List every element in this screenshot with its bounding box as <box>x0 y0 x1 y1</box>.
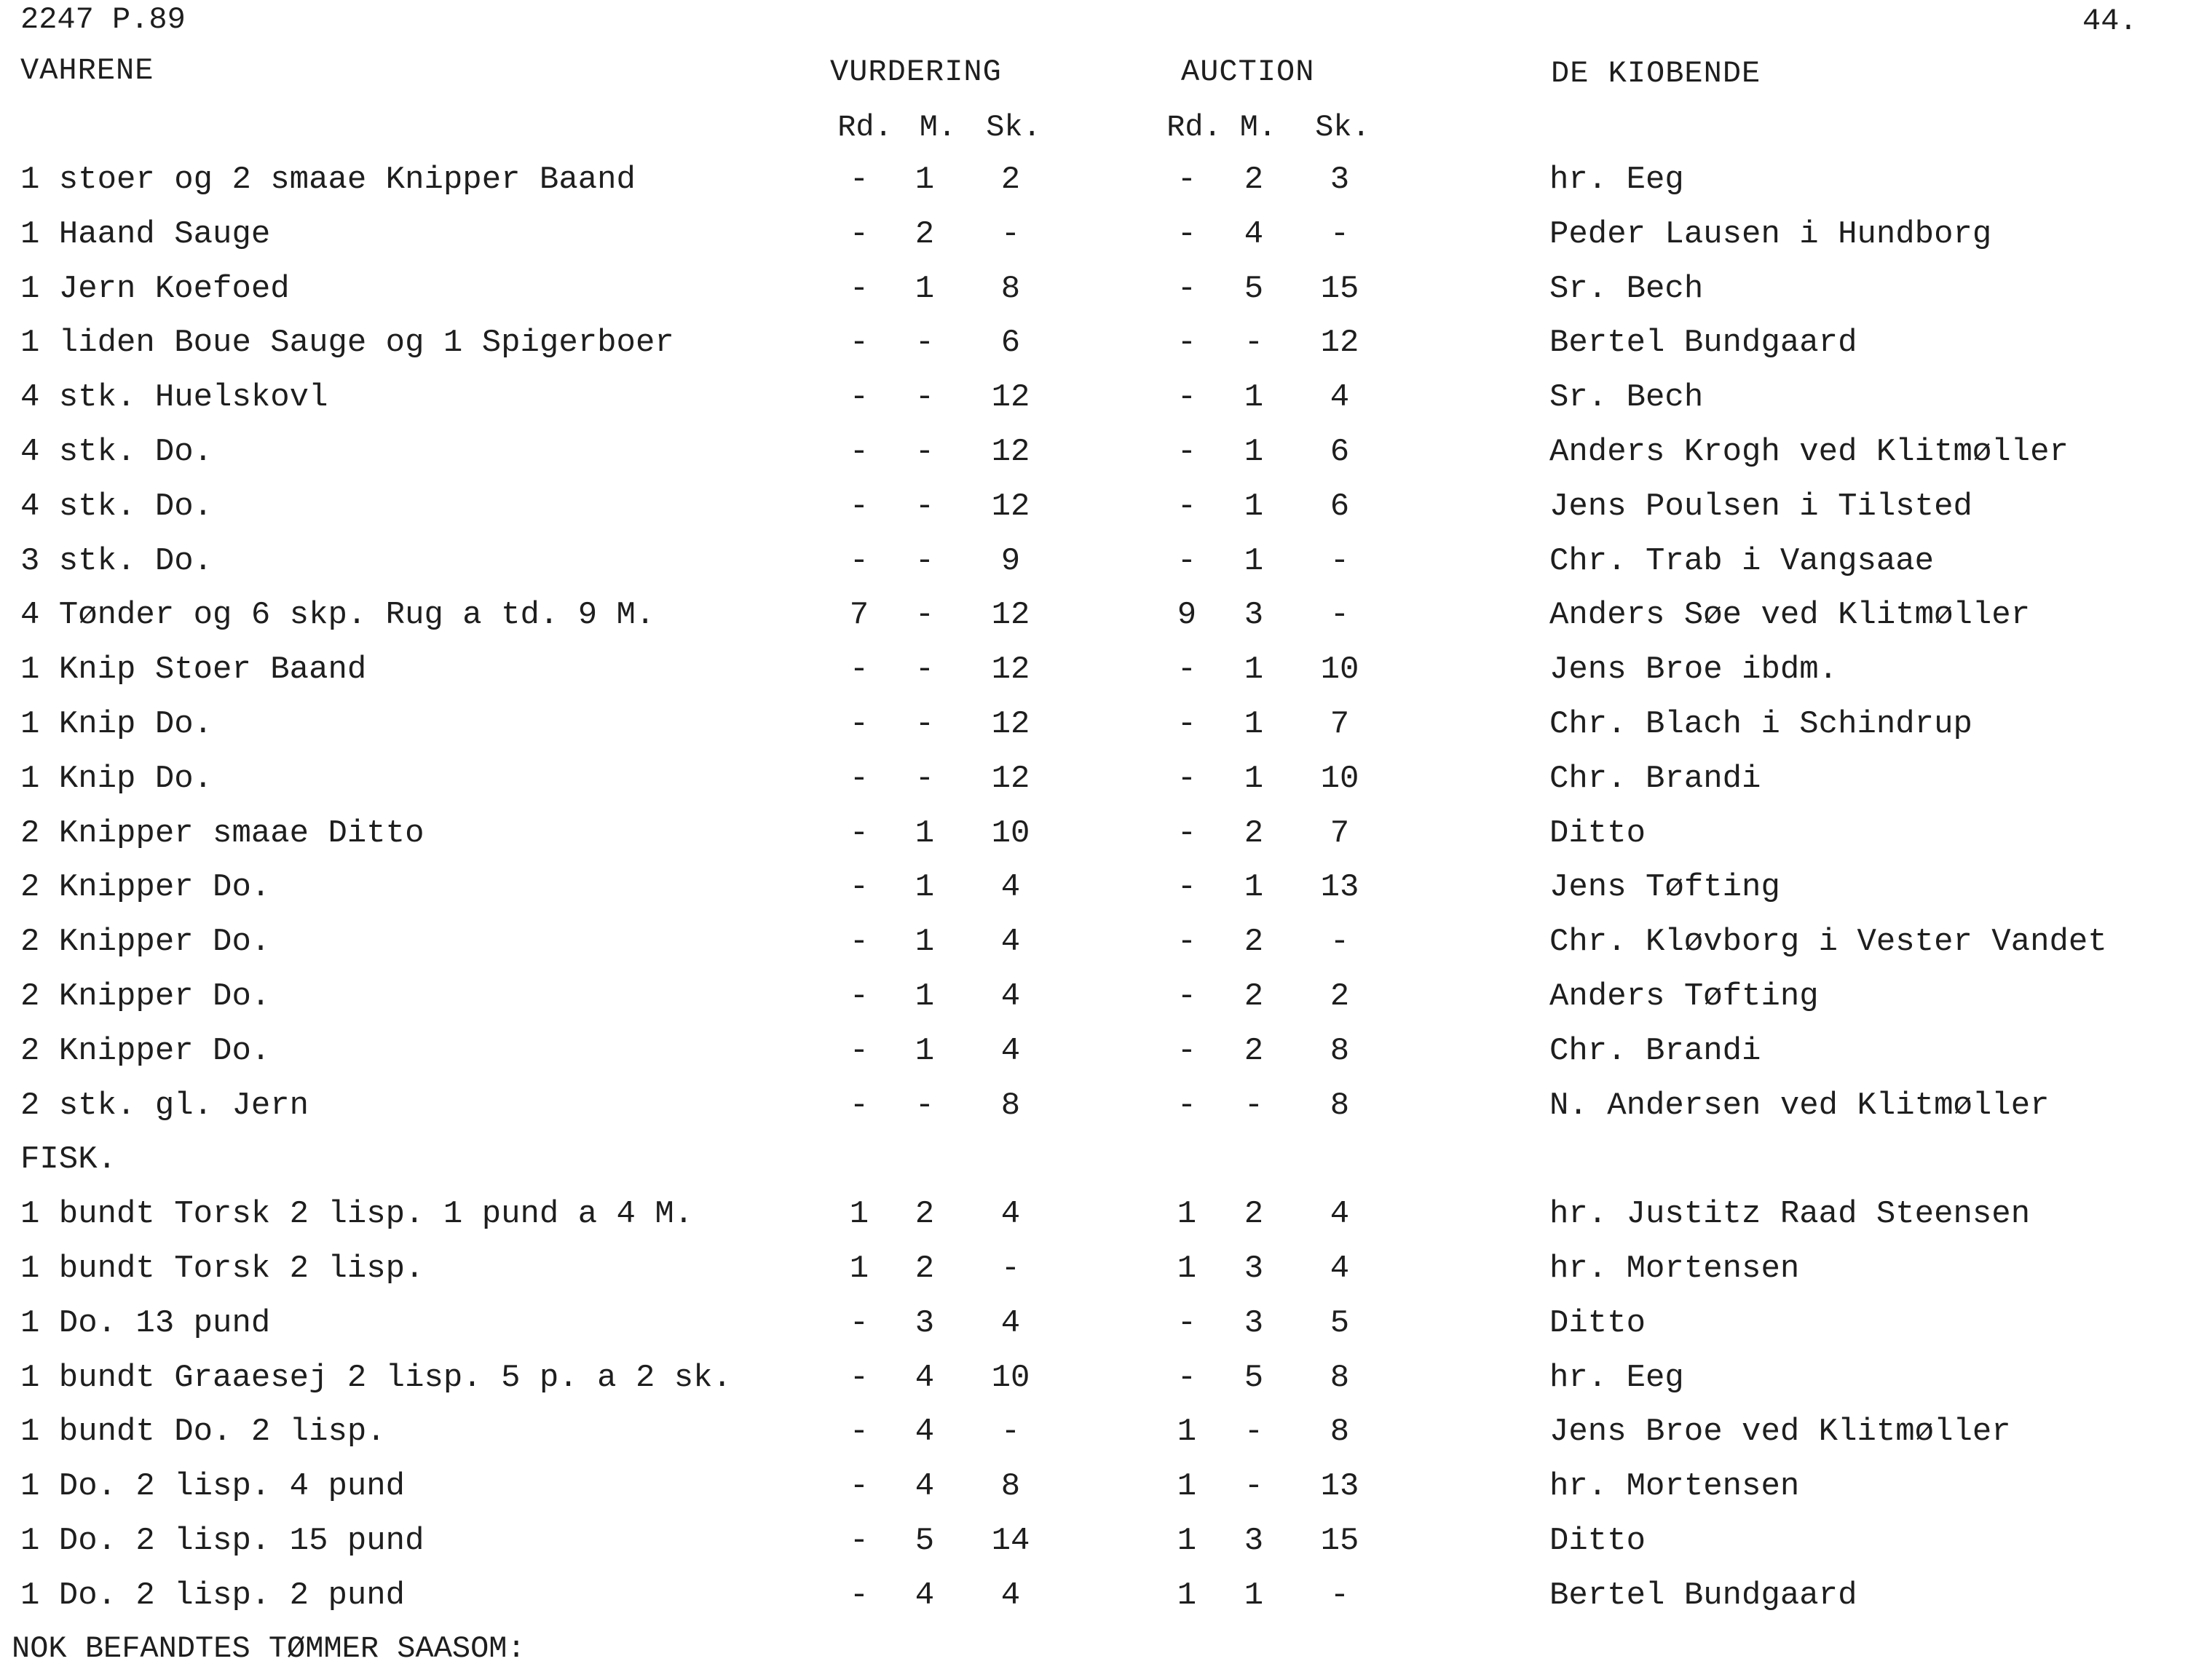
valuation-m-cell: 4 <box>915 1414 935 1450</box>
auction-sk-cell: 7 <box>1330 706 1350 742</box>
auction-sk-cell: - <box>1330 924 1350 960</box>
goods-cell: 1 Knip Do. <box>20 761 213 797</box>
valuation-rd-cell: - <box>849 761 869 797</box>
valuation-sk-cell: - <box>1000 216 1021 253</box>
auction-rd-cell: - <box>1177 815 1197 852</box>
auction-m-cell: 1 <box>1244 488 1264 525</box>
goods-cell: 1 bundt Torsk 2 lisp. 1 pund a 4 M. <box>20 1196 694 1232</box>
auction-sk-cell: 8 <box>1330 1033 1350 1069</box>
auction-sk-cell: 8 <box>1330 1360 1350 1396</box>
valuation-sk-cell: 4 <box>1000 1577 1021 1614</box>
auction-rd-cell: - <box>1177 706 1197 742</box>
valuation-sk-cell: 6 <box>1000 325 1021 361</box>
valuation-rd-cell: - <box>849 434 869 470</box>
valuation-rd-cell: 1 <box>849 1251 869 1287</box>
goods-cell: 1 Do. 2 lisp. 15 pund <box>20 1523 424 1559</box>
goods-cell: 3 stk. Do. <box>20 543 213 579</box>
valuation-sk-cell: 12 <box>991 434 1030 470</box>
valuation-sk-cell: 12 <box>991 706 1030 742</box>
valuation-m-cell: - <box>915 1087 935 1124</box>
valuation-m-cell: 2 <box>915 1251 935 1287</box>
auction-rd-cell: - <box>1177 869 1197 906</box>
auction-rd-cell: 1 <box>1177 1414 1197 1450</box>
auction-sk-cell: - <box>1330 597 1350 633</box>
buyer-cell: Chr. Brandi <box>1549 1033 1761 1069</box>
valuation-sk-cell: 4 <box>1000 869 1021 906</box>
valuation-rd-cell: - <box>849 1414 869 1450</box>
auction-sk-cell: 10 <box>1320 761 1359 797</box>
unit-m-valuation: M. <box>919 110 957 145</box>
valuation-rd-cell: - <box>849 1360 869 1396</box>
auction-m-cell: 1 <box>1244 434 1264 470</box>
auction-sk-cell: 4 <box>1330 1251 1350 1287</box>
goods-cell: 2 Knipper Do. <box>20 1033 271 1069</box>
valuation-rd-cell: - <box>849 1305 869 1342</box>
auction-m-cell: 3 <box>1244 1305 1264 1342</box>
auction-sk-cell: 3 <box>1330 162 1350 198</box>
auction-sk-cell: 6 <box>1330 488 1350 525</box>
auction-m-cell: 1 <box>1244 869 1264 906</box>
auction-rd-cell: - <box>1177 1360 1197 1396</box>
auction-sk-cell: 8 <box>1330 1087 1350 1124</box>
auction-sk-cell: 6 <box>1330 434 1350 470</box>
auction-m-cell: - <box>1244 325 1264 361</box>
auction-rd-cell: 1 <box>1177 1251 1197 1287</box>
valuation-rd-cell: - <box>849 869 869 906</box>
goods-cell: 2 Knipper Do. <box>20 869 271 906</box>
auction-rd-cell: 9 <box>1177 597 1197 633</box>
buyer-cell: Sr. Bech <box>1549 271 1704 307</box>
valuation-m-cell: 4 <box>915 1577 935 1614</box>
buyer-cell: Anders Tøfting <box>1549 978 1819 1015</box>
valuation-sk-cell: - <box>1000 1414 1021 1450</box>
auction-rd-cell: 1 <box>1177 1577 1197 1614</box>
valuation-sk-cell: 4 <box>1000 978 1021 1015</box>
valuation-m-cell: 3 <box>915 1305 935 1342</box>
auction-m-cell: 1 <box>1244 379 1264 416</box>
valuation-sk-cell: 8 <box>1000 271 1021 307</box>
valuation-sk-cell: - <box>1000 1251 1021 1287</box>
valuation-sk-cell: 8 <box>1000 1087 1021 1124</box>
valuation-m-cell: - <box>915 379 935 416</box>
valuation-sk-cell: 10 <box>991 815 1030 852</box>
valuation-m-cell: 2 <box>915 216 935 253</box>
auction-m-cell: - <box>1244 1087 1264 1124</box>
goods-cell: 1 Knip Do. <box>20 706 213 742</box>
auction-sk-cell: 10 <box>1320 651 1359 688</box>
auction-sk-cell: 8 <box>1330 1414 1350 1450</box>
unit-m-auction: M. <box>1239 110 1277 145</box>
auction-m-cell: 2 <box>1244 1033 1264 1069</box>
auction-m-cell: 1 <box>1244 761 1264 797</box>
goods-cell: 1 stoer og 2 smaae Knipper Baand <box>20 162 636 198</box>
valuation-sk-cell: 12 <box>991 597 1030 633</box>
goods-cell: 1 Haand Sauge <box>20 216 271 253</box>
valuation-m-cell: - <box>915 434 935 470</box>
auction-rd-cell: - <box>1177 1087 1197 1124</box>
goods-cell: 1 Jern Koefoed <box>20 271 290 307</box>
valuation-rd-cell: - <box>849 1577 869 1614</box>
auction-rd-cell: - <box>1177 271 1197 307</box>
valuation-rd-cell: - <box>849 924 869 960</box>
auction-m-cell: 3 <box>1244 1523 1264 1559</box>
valuation-rd-cell: - <box>849 379 869 416</box>
footer-line: NOK BEFANDTES TØMMER SAASOM: <box>12 1631 526 1666</box>
valuation-rd-cell: - <box>849 1087 869 1124</box>
valuation-sk-cell: 4 <box>1000 1305 1021 1342</box>
column-header-goods: VAHRENE <box>20 53 154 88</box>
auction-rd-cell: - <box>1177 379 1197 416</box>
auction-rd-cell: - <box>1177 543 1197 579</box>
valuation-sk-cell: 14 <box>991 1523 1030 1559</box>
goods-cell: 4 Tønder og 6 skp. Rug a td. 9 M. <box>20 597 655 633</box>
auction-rd-cell: - <box>1177 434 1197 470</box>
buyer-cell: Bertel Bundgaard <box>1549 1577 1857 1614</box>
auction-sk-cell: 12 <box>1320 325 1359 361</box>
valuation-rd-cell: - <box>849 815 869 852</box>
buyer-cell: Ditto <box>1549 815 1646 852</box>
auction-m-cell: 1 <box>1244 706 1264 742</box>
auction-sk-cell: 15 <box>1320 1523 1359 1559</box>
auction-m-cell: 2 <box>1244 815 1264 852</box>
valuation-sk-cell: 9 <box>1000 543 1021 579</box>
valuation-m-cell: 1 <box>915 162 935 198</box>
auction-m-cell: 2 <box>1244 1196 1264 1232</box>
auction-sk-cell: - <box>1330 216 1350 253</box>
page-number: 44. <box>2082 4 2138 39</box>
valuation-m-cell: 1 <box>915 271 935 307</box>
auction-m-cell: 2 <box>1244 924 1264 960</box>
buyer-cell: hr. Eeg <box>1549 162 1684 198</box>
valuation-sk-cell: 4 <box>1000 1033 1021 1069</box>
buyer-cell: Ditto <box>1549 1523 1646 1559</box>
goods-cell: 4 stk. Do. <box>20 488 213 525</box>
valuation-sk-cell: 2 <box>1000 162 1021 198</box>
buyer-cell: Anders Søe ved Klitmøller <box>1549 597 2031 633</box>
goods-cell: 1 bundt Graaesej 2 lisp. 5 p. a 2 sk. <box>20 1360 732 1396</box>
auction-rd-cell: 1 <box>1177 1196 1197 1232</box>
unit-sk-valuation: Sk. <box>986 110 1041 145</box>
auction-m-cell: 2 <box>1244 162 1264 198</box>
valuation-sk-cell: 4 <box>1000 924 1021 960</box>
buyer-cell: Jens Poulsen i Tilsted <box>1549 488 1972 525</box>
auction-rd-cell: - <box>1177 216 1197 253</box>
valuation-rd-cell: - <box>849 1033 869 1069</box>
auction-sk-cell: 15 <box>1320 271 1359 307</box>
auction-sk-cell: 4 <box>1330 1196 1350 1232</box>
valuation-m-cell: 4 <box>915 1360 935 1396</box>
valuation-sk-cell: 12 <box>991 488 1030 525</box>
column-header-valuation: VURDERING <box>830 55 1002 90</box>
valuation-m-cell: - <box>915 706 935 742</box>
auction-rd-cell: - <box>1177 1305 1197 1342</box>
buyer-cell: Anders Krogh ved Klitmøller <box>1549 434 2069 470</box>
valuation-m-cell: 5 <box>915 1523 935 1559</box>
valuation-sk-cell: 12 <box>991 379 1030 416</box>
valuation-m-cell: 1 <box>915 815 935 852</box>
auction-sk-cell: 2 <box>1330 978 1350 1015</box>
valuation-rd-cell: - <box>849 488 869 525</box>
valuation-rd-cell: 1 <box>849 1196 869 1232</box>
valuation-m-cell: 1 <box>915 978 935 1015</box>
column-header-buyers: DE KIOBENDE <box>1551 56 1761 91</box>
goods-cell: 1 liden Boue Sauge og 1 Spigerboer <box>20 325 674 361</box>
auction-m-cell: 3 <box>1244 1251 1264 1287</box>
auction-sk-cell: - <box>1330 1577 1350 1614</box>
valuation-sk-cell: 8 <box>1000 1468 1021 1505</box>
buyer-cell: Jens Broe ved Klitmøller <box>1549 1414 2011 1450</box>
valuation-m-cell: - <box>915 651 935 688</box>
auction-rd-cell: - <box>1177 924 1197 960</box>
document-reference: 2247 P.89 <box>20 2 186 37</box>
buyer-cell: hr. Justitz Raad Steensen <box>1549 1196 2031 1232</box>
auction-sk-cell: - <box>1330 543 1350 579</box>
valuation-sk-cell: 4 <box>1000 1196 1021 1232</box>
auction-rd-cell: 1 <box>1177 1523 1197 1559</box>
auction-m-cell: 1 <box>1244 1577 1264 1614</box>
buyer-cell: Chr. Trab i Vangsaae <box>1549 543 1935 579</box>
auction-rd-cell: - <box>1177 1033 1197 1069</box>
auction-m-cell: 3 <box>1244 597 1264 633</box>
buyer-cell: Sr. Bech <box>1549 379 1704 416</box>
goods-cell: 2 Knipper Do. <box>20 924 271 960</box>
valuation-rd-cell: - <box>849 162 869 198</box>
column-header-auction: AUCTION <box>1181 55 1315 90</box>
auction-m-cell: 2 <box>1244 978 1264 1015</box>
auction-m-cell: 5 <box>1244 271 1264 307</box>
valuation-rd-cell: - <box>849 543 869 579</box>
auction-rd-cell: - <box>1177 162 1197 198</box>
auction-sk-cell: 7 <box>1330 815 1350 852</box>
buyer-cell: hr. Mortensen <box>1549 1468 1800 1505</box>
goods-cell: 1 Do. 2 lisp. 4 pund <box>20 1468 406 1505</box>
goods-cell: 1 Knip Stoer Baand <box>20 651 367 688</box>
valuation-rd-cell: - <box>849 1468 869 1505</box>
auction-m-cell: 1 <box>1244 543 1264 579</box>
valuation-m-cell: 1 <box>915 924 935 960</box>
buyer-cell: Jens Tøfting <box>1549 869 1780 906</box>
buyer-cell: Bertel Bundgaard <box>1549 325 1857 361</box>
auction-m-cell: - <box>1244 1414 1264 1450</box>
buyer-cell: hr. Eeg <box>1549 1360 1684 1396</box>
goods-cell: 1 Do. 2 lisp. 2 pund <box>20 1577 406 1614</box>
goods-cell: 2 Knipper smaae Ditto <box>20 815 424 852</box>
goods-cell: 1 bundt Do. 2 lisp. <box>20 1414 386 1450</box>
auction-m-cell: 4 <box>1244 216 1264 253</box>
valuation-m-cell: - <box>915 761 935 797</box>
valuation-m-cell: - <box>915 597 935 633</box>
valuation-m-cell: 4 <box>915 1468 935 1505</box>
auction-rd-cell: - <box>1177 761 1197 797</box>
valuation-rd-cell: - <box>849 706 869 742</box>
buyer-cell: Ditto <box>1549 1305 1646 1342</box>
valuation-rd-cell: - <box>849 978 869 1015</box>
valuation-rd-cell: - <box>849 651 869 688</box>
valuation-m-cell: - <box>915 488 935 525</box>
buyer-cell: Chr. Brandi <box>1549 761 1761 797</box>
goods-cell: 2 stk. gl. Jern <box>20 1087 309 1124</box>
valuation-m-cell: 1 <box>915 1033 935 1069</box>
valuation-rd-cell: - <box>849 325 869 361</box>
goods-cell: 2 Knipper Do. <box>20 978 271 1015</box>
auction-sk-cell: 13 <box>1320 869 1359 906</box>
auction-sk-cell: 13 <box>1320 1468 1359 1505</box>
valuation-rd-cell: - <box>849 216 869 253</box>
valuation-m-cell: - <box>915 543 935 579</box>
auction-m-cell: 1 <box>1244 651 1264 688</box>
buyer-cell: Chr. Blach i Schindrup <box>1549 706 1972 742</box>
valuation-m-cell: - <box>915 325 935 361</box>
goods-cell: 4 stk. Do. <box>20 434 213 470</box>
auction-rd-cell: - <box>1177 325 1197 361</box>
auction-rd-cell: - <box>1177 488 1197 525</box>
goods-cell: 1 Do. 13 pund <box>20 1305 271 1342</box>
auction-rd-cell: 1 <box>1177 1468 1197 1505</box>
goods-cell: FISK. <box>20 1141 117 1178</box>
goods-cell: 4 stk. Huelskovl <box>20 379 328 416</box>
valuation-sk-cell: 10 <box>991 1360 1030 1396</box>
unit-rd-valuation: Rd. <box>837 110 893 145</box>
auction-m-cell: 5 <box>1244 1360 1264 1396</box>
buyer-cell: hr. Mortensen <box>1549 1251 1800 1287</box>
valuation-m-cell: 1 <box>915 869 935 906</box>
auction-rd-cell: - <box>1177 978 1197 1015</box>
valuation-sk-cell: 12 <box>991 651 1030 688</box>
buyer-cell: Jens Broe ibdm. <box>1549 651 1838 688</box>
auction-sk-cell: 4 <box>1330 379 1350 416</box>
valuation-m-cell: 2 <box>915 1196 935 1232</box>
valuation-rd-cell: 7 <box>849 597 869 633</box>
buyer-cell: Peder Lausen i Hundborg <box>1549 216 1992 253</box>
valuation-rd-cell: - <box>849 271 869 307</box>
unit-rd-auction: Rd. <box>1166 110 1222 145</box>
auction-rd-cell: - <box>1177 651 1197 688</box>
unit-sk-auction: Sk. <box>1315 110 1370 145</box>
auction-m-cell: - <box>1244 1468 1264 1505</box>
buyer-cell: Chr. Kløvborg i Vester Vandet <box>1549 924 2107 960</box>
valuation-sk-cell: 12 <box>991 761 1030 797</box>
buyer-cell: N. Andersen ved Klitmøller <box>1549 1087 2050 1124</box>
goods-cell: 1 bundt Torsk 2 lisp. <box>20 1251 424 1287</box>
auction-sk-cell: 5 <box>1330 1305 1350 1342</box>
valuation-rd-cell: - <box>849 1523 869 1559</box>
